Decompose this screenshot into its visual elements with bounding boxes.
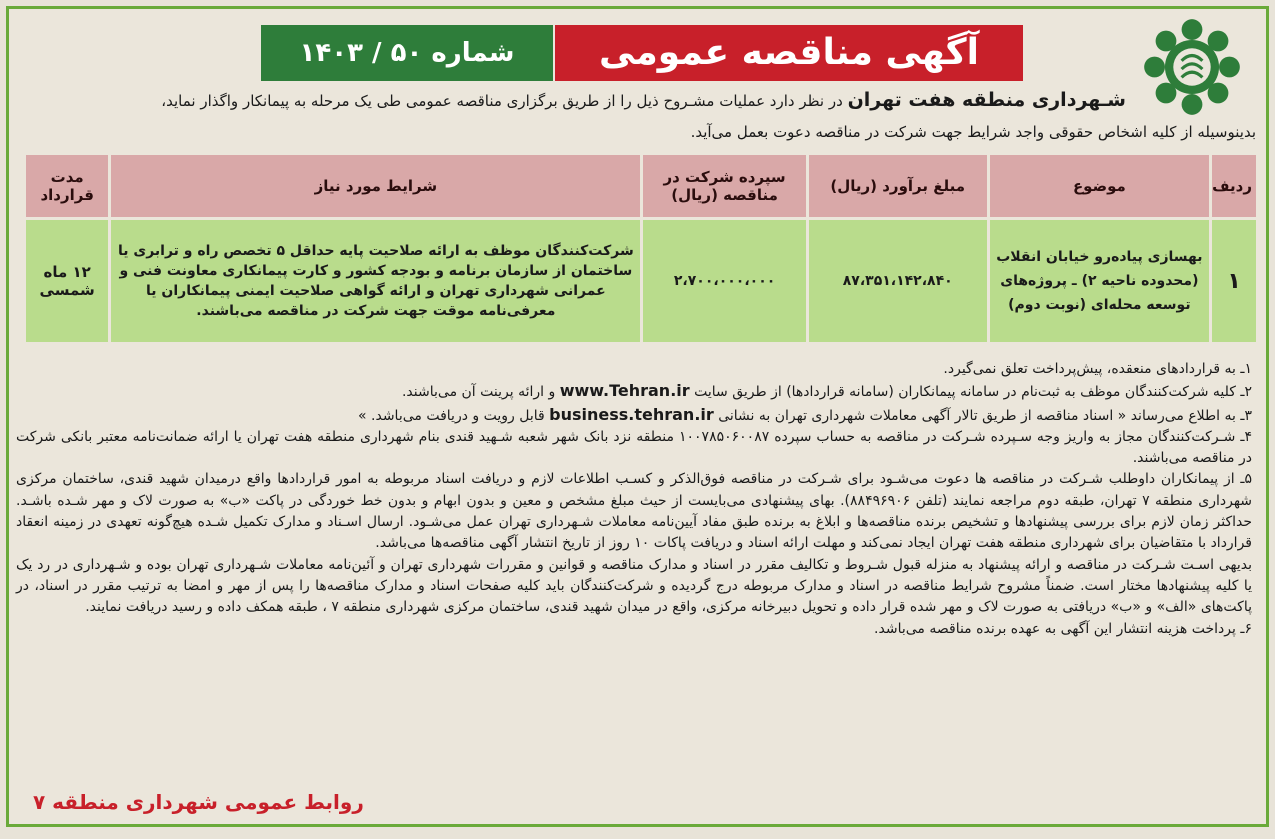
business-site-link[interactable]: business.tehran.ir bbox=[549, 404, 714, 424]
tender-notice bbox=[6, 6, 1269, 827]
intro-text: در نظر دارد عملیات مشـروح ذیل را از طریق برگزاری مناقصه عمومی طی یک مرحله به پیمانکار واگذار نماید، bbox=[161, 92, 843, 110]
notes-section bbox=[16, 359, 1252, 640]
tehran-site-link[interactable]: www.Tehran.ir bbox=[559, 381, 690, 401]
tender-table bbox=[23, 152, 1259, 345]
organization-name: شـهرداری منطقه هفت تهران bbox=[847, 89, 1126, 111]
cell-duration: ۱۲ ماه شمسی bbox=[26, 220, 108, 342]
notice-title: آگهی مناقصه عمومی bbox=[555, 25, 1023, 81]
note-4: ۴ـ شـرکت‌کنندگان مجاز به واریز وجه سـپرده شـرکت در مناقصه به حساب سپرده ۱۰۰۷۸۵۰۶۰۰۸۷ منطقه نزد بانک شهر شعبه شـهید قندی بنام شهرداری منطقه هفت تهران یا ارائه ضمانت‌نامه معتبر بانکی شرکت در مناقصه می‌باشند. bbox=[16, 428, 1252, 467]
cell-subject: بهسازی پیاده‌رو خیابان انقلاب (محدوده ناحیه ۲) ـ پروژه‌های توسعه محله‌ای (نوبت دوم) bbox=[990, 220, 1210, 342]
cell-deposit: ۲،۷۰۰،۰۰۰،۰۰۰ bbox=[643, 220, 805, 342]
intro-line-2: بدینوسیله از کلیه اشخاص حقوقی واجد شرایط جهت شرکت در مناقصه دعوت بعمل می‌آید. bbox=[690, 123, 1256, 141]
col-requirements: شرایط مورد نیاز bbox=[111, 155, 640, 217]
note-5: ۵ـ از پیمانکاران داوطلب شـرکت در مناقصه ها دعوت می‌شـود برای شـرکت در مناقصه فوق‌الذکر و کسـب اطلاعات لازم و دریافت اسناد مربوطه به امور قراردادها واقع درمیدان شهید قندی، ساختمان مرکزی شهرداری منطقه ۷ تهران، طبقه دوم مراجعه نمایند (تلفن ۸۸۴۹۶۹۰۶). بهای پیشنهادی می‌بایست از حیث مبلغ مشخص و معین و بدون ابهام و بدون خط خوردگی در پاکت «ب» به صورت لاک و مهر شـده باشـد. حداکثر زمان لازم برای بررسی پیشنهادها و تشخیص برنده مناقصه‌ها و ابلاغ به برنده طبق مفاد آیین‌نامه معاملات شـهرداری تهران عمل می‌شـود. ارسال اسـناد و مدارک تکمیل شـده هیچ‌گونه تعهدی در زمینه انعقاد قرارداد با متقاضیان برای شهرداری منطقه هفت تهران ایجاد نمی‌کند و مهلت ارائه اسناد و دریافت پاکات ۱۰ روز از تاریخ انتشار آگهی مناقصه‌ها می‌باشد. bbox=[16, 471, 1252, 552]
cell-estimate: ۸۷،۳۵۱،۱۴۲،۸۴۰ bbox=[809, 220, 987, 342]
note-2 bbox=[16, 380, 1252, 403]
col-duration: مدت قرارداد bbox=[26, 155, 108, 217]
col-subject: موضوع bbox=[990, 155, 1210, 217]
notice-number: شماره ۵۰ / ۱۴۰۳ bbox=[261, 25, 553, 81]
note-2-text-a: ۲ـ کلیه شرکت‌کنندگان موظف به ثبت‌نام در سامانه پیمانکاران (سامانه قراردادها) از طریق سایت bbox=[694, 384, 1252, 401]
cell-requirements: شرکت‌کنندگان موظف به ارائه صلاحیت پایه حداقل ۵ تخصص راه و ترابری یا ساختمان از سازمان برنامه و بودجه کشور و کارت پیمانکاری معاونت فنی و عمرانی شهرداری تهران و ارائه گواهی صلاحیت ایمنی پیمانکاران یا معرفی‌نامه موقت جهت شرکت در مناقصه می‌باشند. bbox=[111, 220, 640, 342]
col-row: ردیف bbox=[1212, 155, 1256, 217]
footer-public-relations: روابط عمومی شهرداری منطقه ۷ bbox=[33, 790, 364, 814]
note-5b: بدیهی اسـت شـرکت در مناقصه و ارائه پیشنهاد به منزله قبول شـروط و تکالیف مقرر در اسناد و مدارک مناقصه و قوانین و مقررات شهرداری تهران و آئین‌نامه معاملات شـهرداری تهران بوده و شـهرداری در رد یک یا کلیه پیشنهادها مختار است. ضمناً مشروح شرایط مناقصه در اسناد و مدارک مربوطه درج گردیده و شرکت‌کنندگان باید کلیه صفحات اسناد و مدارک مناقصه‌ها را پس از مهر و امضا به ترتیب مقرر در اسناد، در پاکت‌های «الف» و «ب» دریافتی به صورت لاک و مهر شده قرار داده و تحویل دبیرخانه مرکزی، واقع در میدان شهید قندی، ساختمان مرکزی شهرداری منطقه ۷ ، طبقه همکف داده و رسید دریافت نمایند. bbox=[16, 556, 1252, 616]
note-1: ۱ـ به قراردادهای منعقده، پیش‌پرداخت تعلق نمی‌گیرد. bbox=[943, 361, 1252, 377]
table-row bbox=[26, 220, 1256, 342]
intro-line-1 bbox=[16, 89, 1126, 112]
note-3-text-a: ۳ـ به اطلاع می‌رساند « اسناد مناقصه از طریق تالار آگهی معاملات شهرداری تهران به نشانی bbox=[718, 407, 1252, 424]
note-2-text-b: و ارائه پرینت آن می‌باشند. bbox=[401, 384, 556, 401]
table-header-row bbox=[26, 155, 1256, 217]
col-deposit: سپرده شرکت در مناقصه (ریال) bbox=[643, 155, 805, 217]
note-3 bbox=[16, 404, 1252, 427]
note-6: ۶ـ پرداخت هزینه انتشار این آگهی به عهده برنده مناقصه می‌باشد. bbox=[874, 620, 1252, 637]
note-3-text-b: قابل رویت و دریافت می‌باشد. » bbox=[358, 407, 545, 424]
tehran-municipality-logo-icon bbox=[1140, 15, 1244, 119]
col-estimate: مبلغ برآورد (ریال) bbox=[809, 155, 987, 217]
cell-row: ۱ bbox=[1212, 220, 1256, 342]
